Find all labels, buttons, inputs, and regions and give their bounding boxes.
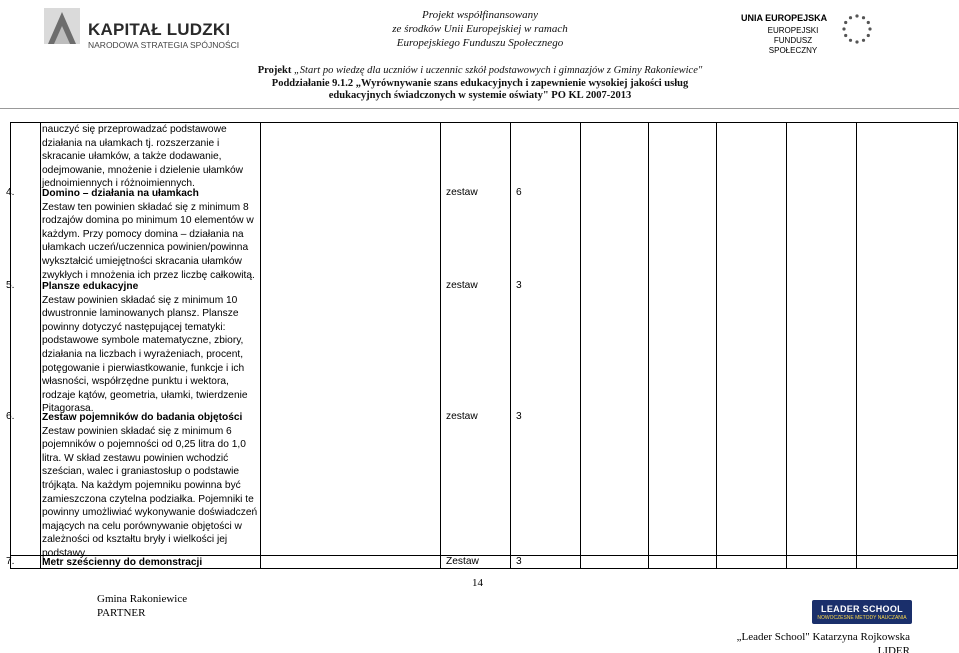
table-row	[42, 187, 260, 282]
table-col-line	[957, 122, 958, 569]
kapital-ludzki-logo	[40, 4, 240, 50]
leader-role: LIDER	[877, 645, 910, 653]
row-line: sześcian, walec i graniastosłup o podstawie	[42, 466, 240, 478]
row-number: 5.	[6, 280, 15, 291]
row-line: zwykłych i mnożenia ich przez liczbę całkowitą.	[42, 269, 255, 281]
leader-name: „Leader School" Katarzyna Rojkowska	[736, 631, 910, 643]
row-number: 4.	[6, 187, 15, 198]
row-line: litra. W skład zestawu powinien wchodzić	[42, 452, 229, 464]
kapital-ludzki-emblem-icon	[40, 4, 84, 48]
eu-subtitle	[753, 26, 833, 56]
partner-role: PARTNER	[97, 607, 146, 619]
eu-sub-line-2: FUNDUSZ SPOŁECZNY	[768, 36, 818, 55]
item-title: Metr sześcienny do demonstracji	[42, 557, 203, 568]
item-title: Plansze edukacyjne	[42, 281, 139, 292]
project-prefix: Projekt	[257, 65, 292, 76]
funding-line-1: Projekt współfinansowany	[421, 9, 538, 21]
table-row	[42, 556, 260, 570]
row-line: własności, współrzędne punktu i wektora,	[42, 376, 229, 388]
eu-logo	[733, 6, 873, 55]
row-line: działania na ułamkach tj. rozszerzanie i	[42, 137, 220, 149]
row-line: powinny umożliwiać wykonywanie doświadczeń	[42, 507, 258, 519]
row-line: podstawy.	[42, 547, 88, 559]
header-divider	[0, 108, 959, 109]
leader-logo-text: LEADER SCHOOL	[821, 604, 903, 614]
row-number: 7.	[6, 556, 15, 567]
row-line: nauczyć się przeprowadzać podstawowe	[42, 124, 227, 135]
row-unit: zestaw	[446, 280, 478, 291]
project-info	[230, 65, 730, 103]
row-line: rodzajów domina po minimum 10 elementów w	[42, 215, 254, 227]
table-row	[42, 280, 260, 416]
logo-title: KAPITAŁ LUDZKI	[88, 20, 231, 39]
row-line: potęgowanie i pierwiastkowanie, funkcje i ich	[42, 362, 245, 374]
table-col-line	[440, 122, 441, 569]
table-row	[42, 123, 260, 191]
row-line: każdym. Przy pomocy domina – działania na	[42, 228, 244, 240]
row-line: działania na liczbach i wyrażeniach, procent,	[42, 348, 244, 360]
row-quantity: 6	[516, 187, 522, 198]
partner-name: Gmina Rakoniewice	[97, 593, 188, 605]
item-title: Domino – działania na ułamkach	[42, 188, 199, 199]
leader-logo-sub: NOWOCZESNE METODY NAUCZANIA	[817, 615, 907, 621]
row-number: 6.	[6, 411, 15, 422]
project-line-1	[230, 65, 730, 78]
funding-line-3: Europejskiego Funduszu Społecznego	[396, 37, 564, 49]
table-col-line	[510, 122, 511, 569]
row-line: trójkąta. Na każdym pojemniku powinna być	[42, 479, 241, 491]
row-line: powinny dotyczyć następującej tematyki:	[42, 321, 226, 333]
leader-school-logo	[812, 600, 912, 624]
row-line: Zestaw ten powinien składać się z minimum 8	[42, 201, 249, 213]
logo-subtitle: NARODOWA STRATEGIA SPÓJNOŚCI	[88, 40, 240, 50]
row-line: pojemników o pojemności od 0,25 litra do 1,0	[42, 439, 246, 451]
row-unit: zestaw	[446, 411, 478, 422]
table-col-line	[786, 122, 787, 569]
project-name: „Start po wiedzę dla uczniów i uczennic szkół podstawowych i gimnazjów z Gminy Rakoniewice"	[293, 65, 703, 76]
row-quantity: 3	[516, 280, 522, 291]
project-line-2: Poddziałanie 9.1.2 „Wyrównywanie szans edukacyjnych i zapewnienie wysokiej jakości usług	[271, 77, 689, 89]
row-line: zamieszczona czytelna podziałka. Pojemniki te	[42, 493, 254, 505]
row-line: dwustronnie laminowanych plansz. Plansze	[42, 308, 239, 320]
row-quantity: 3	[516, 556, 522, 567]
row-quantity: 3	[516, 411, 522, 422]
partner-info	[97, 592, 187, 620]
table-col-line	[716, 122, 717, 569]
row-line: podstawowe symbole matematyczne, zbiory,	[42, 335, 244, 347]
item-title: Zestaw pojemników do badania objętości	[42, 412, 243, 423]
leader-info	[735, 630, 910, 653]
table-col-line	[260, 122, 261, 569]
row-line: wykształcić umiejętności skracania ułamków	[42, 255, 242, 267]
row-line: jednoimiennych i różnoimiennych.	[42, 178, 195, 190]
row-line: skracanie ułamków, a także dodawanie,	[42, 151, 222, 163]
row-unit: zestaw	[446, 187, 478, 198]
row-line: odejmowanie, mnożenie i dzielenie ułamków	[42, 164, 244, 176]
table-row	[42, 411, 260, 561]
funding-line-2: ze środków Unii Europejskiej w ramach	[392, 23, 568, 35]
eu-stars-icon	[840, 12, 874, 46]
project-line-3: edukacyjnych świadczonych w systemie oświaty" PO KL 2007-2013	[328, 90, 632, 101]
table-col-line	[40, 122, 41, 569]
row-line: mających na celu porównywanie objętości w	[42, 520, 242, 532]
row-unit: Zestaw	[446, 556, 479, 567]
row-line: rodzaje kątów, geometria, ułamki, twierdzenie	[42, 389, 248, 401]
table-col-line	[856, 122, 857, 569]
row-line: Zestaw powinien składać się z minimum 10	[42, 294, 238, 306]
row-line: ułamkach uczeń/uczennica powinien/powinna	[42, 242, 249, 254]
eu-title: UNIA EUROPEJSKA	[741, 13, 828, 23]
table-col-line	[648, 122, 649, 569]
table-col-line	[580, 122, 581, 569]
row-line: zależności od kształtu bryły i wielkości jej	[42, 534, 228, 546]
row-line: Zestaw powinien składać się z minimum 6	[42, 425, 232, 437]
row-line: Pitagorasa.	[42, 403, 94, 415]
page-number: 14	[472, 577, 483, 589]
funding-note	[330, 8, 630, 50]
eu-sub-line-1: EUROPEJSKI	[767, 26, 819, 35]
